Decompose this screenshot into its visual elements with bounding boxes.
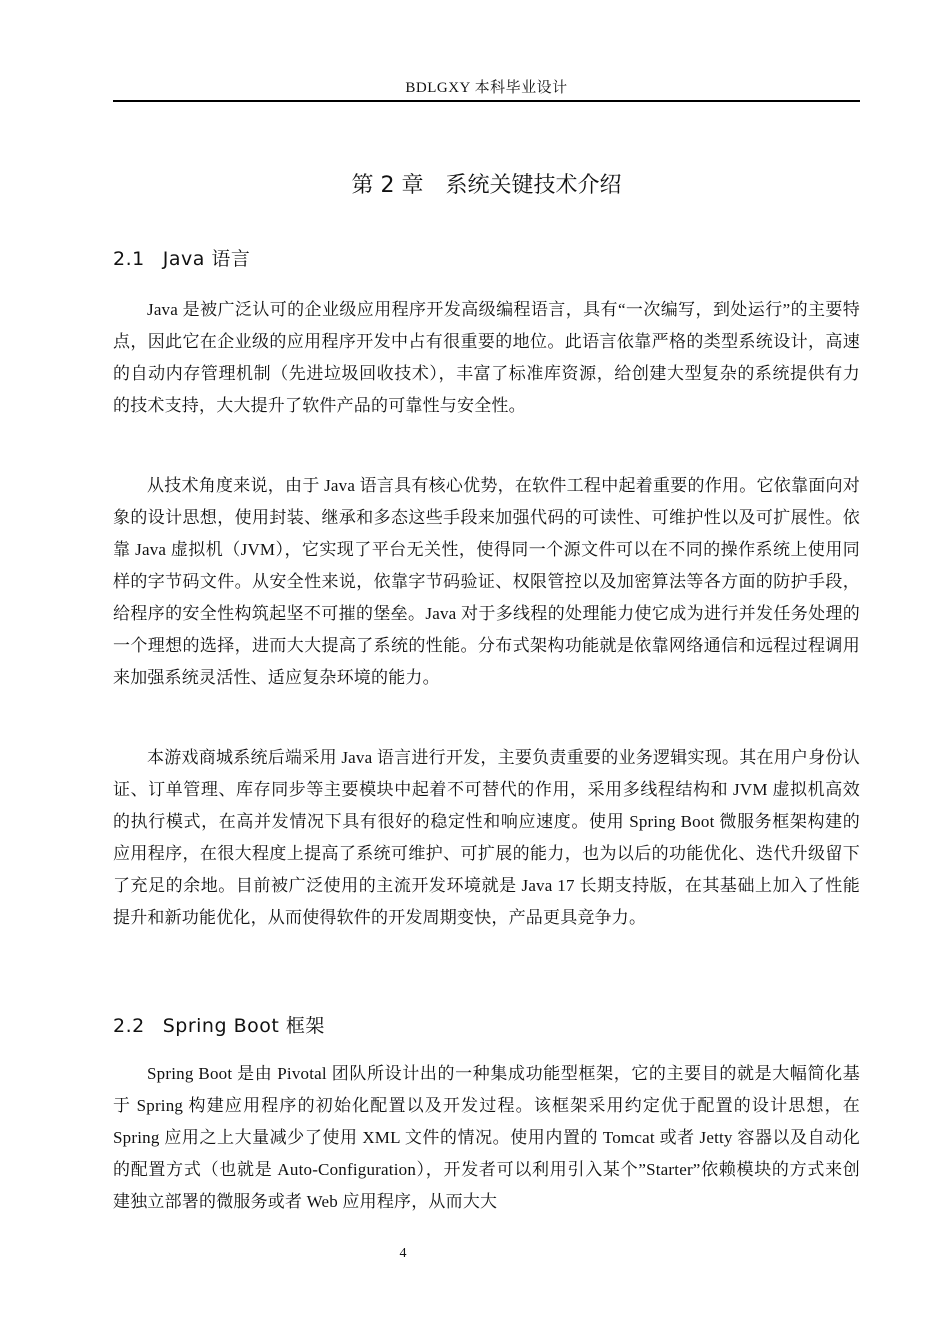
chapter-title: 第 2 章 系统关键技术介绍 bbox=[351, 173, 622, 198]
section-number: 2.2 bbox=[113, 1015, 145, 1037]
page-number: 4 bbox=[399, 1246, 407, 1261]
paragraph: Spring Boot 是由 Pivotal 团队所设计出的一种集成功能型框架，它的主要目的就是大幅简化基于 Spring 构建应用程序的初始化配置以及开发过程。该框架采用约定优于配置的设计思想，在 Spring 应用之上大量减少了使用 XML 文件的情况。使用内置的 Tomcat 或者 Jetty 容器以及自动化的配置方式（也就是 Auto-Configuration），开发者可以利用引入某个”Starter”依赖模块的方式来创建独立部署的微服务或者 Web 应用程序，从而大大 bbox=[113, 1064, 860, 1211]
paragraph: 本游戏商城系统后端采用 Java 语言进行开发，主要负责重要的业务逻辑实现。其在用户身份认证、订单管理、库存同步等主要模块中起着不可替代的作用，采用多线程结构和 JVM 虚拟机高效的执行模式，在高并发情况下具有很好的稳定性和响应速度。使用 Spring Boot 微服务框架构建的应用程序，在很大程度上提高了系统可维护、可扩展的能力，也为以后的功能优化、迭代升级留下了充足的余地。目前被广泛使用的主流开发环境就是 Java 17 长期支持版，在其基础上加入了性能提升和新功能优化，从而使得软件的开发周期变快，产品更具竞争力。 bbox=[113, 748, 860, 927]
running-header: BDLGXY 本科毕业设计 bbox=[405, 80, 568, 96]
section-title: Java 语言 bbox=[162, 248, 251, 270]
section-number: 2.1 bbox=[113, 248, 145, 270]
paragraph: Java 是被广泛认可的企业级应用程序开发高级编程语言，具有“一次编写，到处运行”的主要特点，因此它在企业级的应用程序开发中占有很重要的地位。此语言依靠严格的类型系统设计，高速的自动内存管理机制（先进垃圾回收技术），丰富了标准库资源，给创建大型复杂的系统提供有力的技术支持，大大提升了软件产品的可靠性与安全性。 bbox=[113, 300, 860, 415]
paragraph: 从技术角度来说，由于 Java 语言具有核心优势，在软件工程中起着重要的作用。它依靠面向对象的设计思想，使用封装、继承和多态这些手段来加强代码的可读性、可维护性以及可扩展性。依靠 Java 虚拟机（JVM），它实现了平台无关性，使得同一个源文件可以在不同的操作系统上使用同样的字节码文件。从安全性来说，依靠字节码验证、权限管控以及加密算法等各方面的防护手段，给程序的安全性构筑起坚不可摧的堡垒。Java 对于多线程的处理能力使它成为进行并发任务处理的一个理想的选择，进而大大提高了系统的性能。分布式架构功能就是依靠网络通信和远程过程调用来加强系统灵活性、适应复杂环境的能力。 bbox=[113, 476, 860, 687]
section-heading-2-2 bbox=[113, 1011, 325, 1038]
section-title: Spring Boot 框架 bbox=[162, 1015, 325, 1037]
section-heading-2-1 bbox=[113, 244, 250, 271]
header-divider bbox=[113, 100, 860, 102]
